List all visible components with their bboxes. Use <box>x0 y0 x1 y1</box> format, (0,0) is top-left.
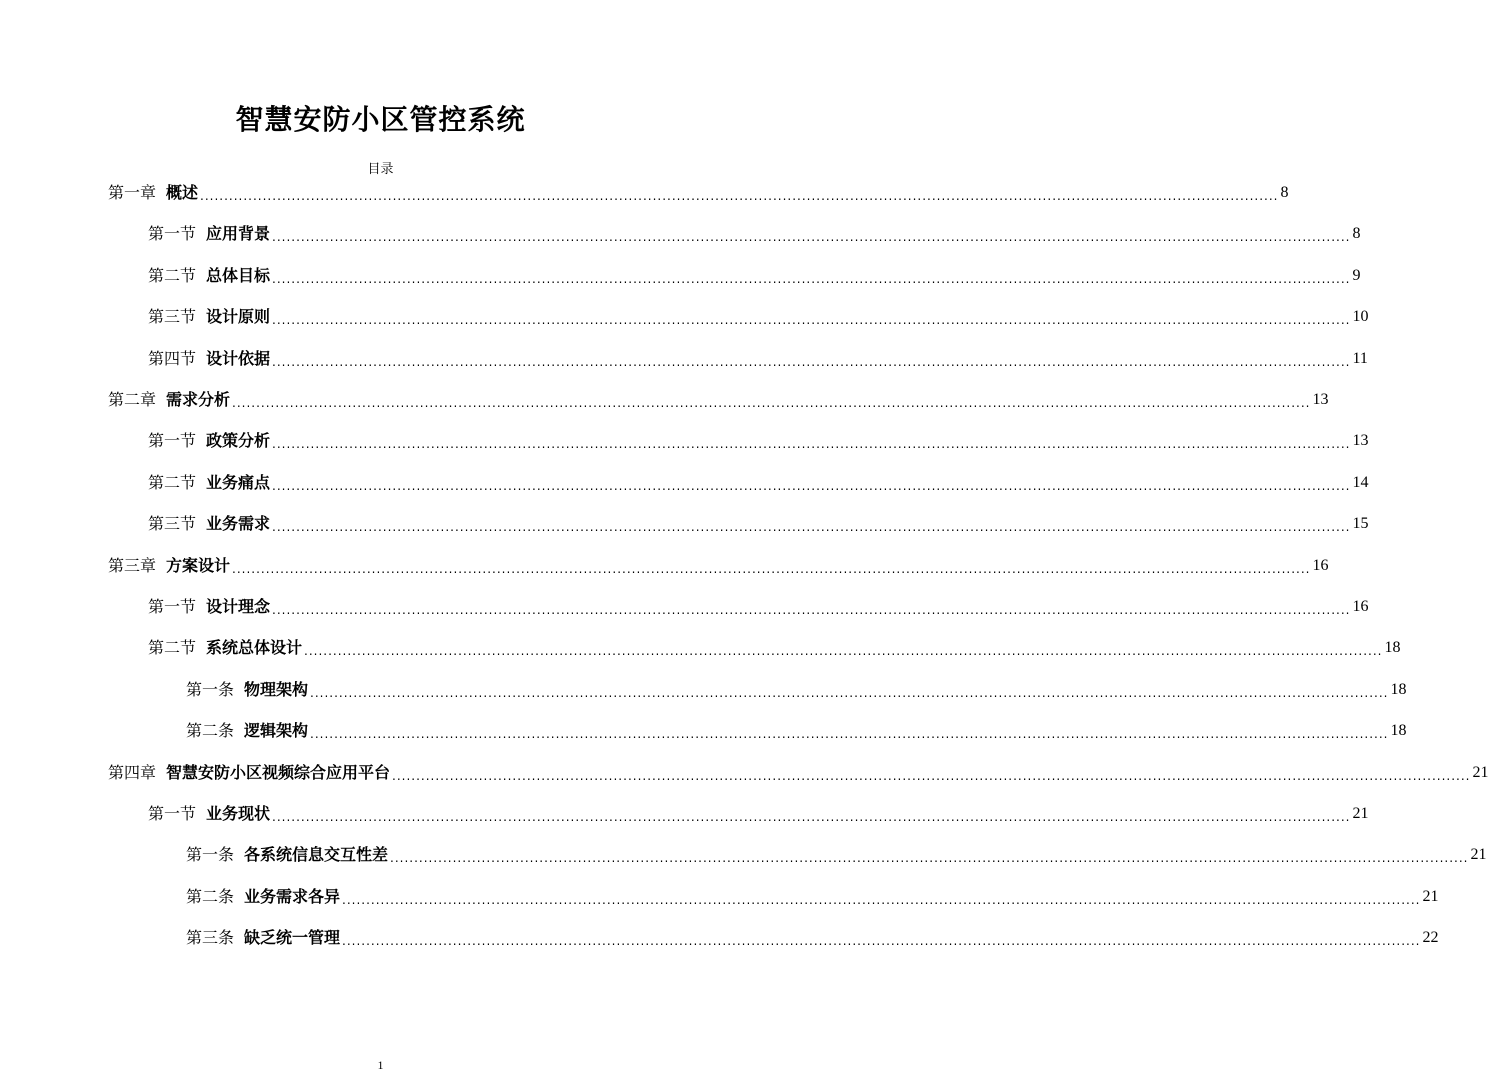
toc-entry-page-number: 18 <box>1384 639 1401 657</box>
toc-entry-page-number: 14 <box>1352 473 1369 491</box>
toc-dot-leader: ................................................................................................................................................................................................................................ <box>310 685 1389 700</box>
toc-entry[interactable] <box>108 760 1488 786</box>
toc-entry-label: 第三节 <box>148 514 197 534</box>
toc-entry[interactable] <box>108 553 1329 579</box>
toc-dot-leader: ................................................................................................................................................................................................................................ <box>310 727 1389 742</box>
toc-entry[interactable] <box>148 428 1369 454</box>
toc-dot-leader: ................................................................................................................................................................................................................................ <box>272 354 1351 369</box>
toc-entry-label: 第二节 <box>148 265 197 285</box>
toc-entry-title: 概述 <box>166 183 199 202</box>
toc-entry[interactable] <box>148 221 1361 247</box>
toc-dot-leader: ................................................................................................................................................................................................................................ <box>272 810 1351 824</box>
toc-entry-title: 应用背景 <box>206 224 271 244</box>
toc-entry[interactable] <box>186 677 1407 703</box>
toc-entry-page-number: 8 <box>1280 184 1289 201</box>
toc-entry-label: 第四章 <box>108 762 157 782</box>
toc-entry-title: 业务现状 <box>206 804 271 823</box>
toc-dot-leader: ................................................................................................................................................................................................................................ <box>304 644 1383 659</box>
toc-entry[interactable] <box>148 304 1369 330</box>
toc-entry-title: 总体目标 <box>206 265 271 285</box>
toc-dot-leader: ................................................................................................................................................................................................................................ <box>272 230 1351 245</box>
toc-entry[interactable] <box>108 387 1329 413</box>
toc-dot-leader: ................................................................................................................................................................................................................................ <box>342 892 1421 907</box>
toc-entry-title: 需求分析 <box>166 390 231 409</box>
toc-entry-page-number: 18 <box>1390 680 1407 698</box>
toc-entry-page-number: 21 <box>1422 887 1439 905</box>
toc-dot-leader: ................................................................................................................................................................................................................................ <box>390 851 1469 866</box>
toc-entry-title: 逻辑架构 <box>244 721 309 741</box>
toc-dot-leader: ................................................................................................................................................................................................................................ <box>272 271 1351 286</box>
toc-entry-page-number: 21 <box>1352 805 1369 822</box>
toc-entry[interactable] <box>108 180 1289 206</box>
toc-entry[interactable] <box>186 842 1487 868</box>
toc-entry-title: 政策分析 <box>206 431 271 451</box>
toc-entry-page-number: 9 <box>1352 266 1361 284</box>
toc-entry-label: 第一节 <box>148 431 197 451</box>
toc-entry-label: 第一节 <box>148 224 197 244</box>
toc-entry-page-number: 15 <box>1352 515 1369 533</box>
toc-entry-title: 智慧安防小区视频综合应用平台 <box>166 762 391 782</box>
toc-entry-title: 设计原则 <box>206 307 271 327</box>
toc-entry-title: 设计理念 <box>206 597 271 616</box>
toc-entry-page-number: 13 <box>1312 391 1329 408</box>
toc-entry-page-number: 22 <box>1422 929 1439 947</box>
toc-entry-label: 第三条 <box>186 928 235 948</box>
toc-entry-label: 第二章 <box>108 390 157 409</box>
toc-entry[interactable] <box>148 511 1369 537</box>
toc-dot-leader: ................................................................................................................................................................................................................................ <box>272 313 1351 328</box>
document-title: 智慧安防小区管控系统 <box>235 103 526 136</box>
toc-entry[interactable] <box>148 346 1368 372</box>
toc-entry-page-number: 21 <box>1472 763 1488 781</box>
toc-entry-title: 业务需求各异 <box>244 886 341 906</box>
toc-entry[interactable] <box>148 594 1369 620</box>
toc-entry-title: 设计依据 <box>206 348 271 368</box>
toc-entry-label: 第三章 <box>108 555 157 575</box>
toc-heading: 目录 <box>367 162 394 177</box>
toc-dot-leader: ................................................................................................................................................................................................................................ <box>272 603 1351 617</box>
toc-dot-leader: ................................................................................................................................................................................................................................ <box>392 768 1471 783</box>
toc-entry-label: 第一条 <box>186 679 235 699</box>
toc-dot-leader: ................................................................................................................................................................................................................................ <box>232 396 1311 410</box>
toc-entry-label: 第一条 <box>186 845 235 865</box>
toc-entry-title: 方案设计 <box>166 555 231 575</box>
toc-entry-page-number: 16 <box>1352 598 1369 615</box>
toc-entry-label: 第二节 <box>148 472 197 492</box>
toc-entry-page-number: 13 <box>1352 432 1369 450</box>
toc-entry-page-number: 21 <box>1470 846 1487 864</box>
toc-dot-leader: ................................................................................................................................................................................................................................ <box>342 934 1421 949</box>
toc-entry[interactable] <box>186 925 1439 951</box>
toc-entry-label: 第一章 <box>108 183 157 202</box>
toc-dot-leader: ................................................................................................................................................................................................................................ <box>232 561 1311 576</box>
toc-entry-page-number: 18 <box>1390 722 1407 740</box>
toc-entry-title: 业务痛点 <box>206 472 271 492</box>
toc-entry-page-number: 8 <box>1352 225 1361 243</box>
toc-entry-label: 第四节 <box>148 348 197 368</box>
toc-entry-label: 第一节 <box>148 597 197 616</box>
toc-entry-page-number: 16 <box>1312 556 1329 574</box>
toc-dot-leader: ................................................................................................................................................................................................................................ <box>200 189 1279 203</box>
toc-entry[interactable] <box>148 801 1369 827</box>
toc-entry-title: 物理架构 <box>244 679 309 699</box>
toc-dot-leader: ................................................................................................................................................................................................................................ <box>272 437 1351 452</box>
toc-entry-label: 第三节 <box>148 307 197 327</box>
toc-entry-page-number: 10 <box>1352 308 1369 326</box>
page-number: 1 <box>377 1058 384 1072</box>
toc-entry-label: 第二节 <box>148 638 197 658</box>
toc-entry-label: 第二条 <box>186 886 235 906</box>
toc-entry-page-number: 11 <box>1352 349 1368 367</box>
toc-entry-title: 各系统信息交互性差 <box>244 845 389 865</box>
toc-dot-leader: ................................................................................................................................................................................................................................ <box>272 478 1351 493</box>
toc-entry-label: 第二条 <box>186 721 235 741</box>
toc-entry[interactable] <box>148 635 1401 661</box>
toc-entry-label: 第一节 <box>148 804 197 823</box>
toc-entry[interactable] <box>186 718 1407 744</box>
toc-dot-leader: ................................................................................................................................................................................................................................ <box>272 520 1351 535</box>
toc-entry[interactable] <box>148 263 1361 289</box>
toc-entry[interactable] <box>186 884 1439 910</box>
toc-entry-title: 缺乏统一管理 <box>244 928 341 948</box>
toc-entry-title: 系统总体设计 <box>206 638 303 658</box>
toc-entry-title: 业务需求 <box>206 514 271 534</box>
toc-entry[interactable] <box>148 470 1369 496</box>
